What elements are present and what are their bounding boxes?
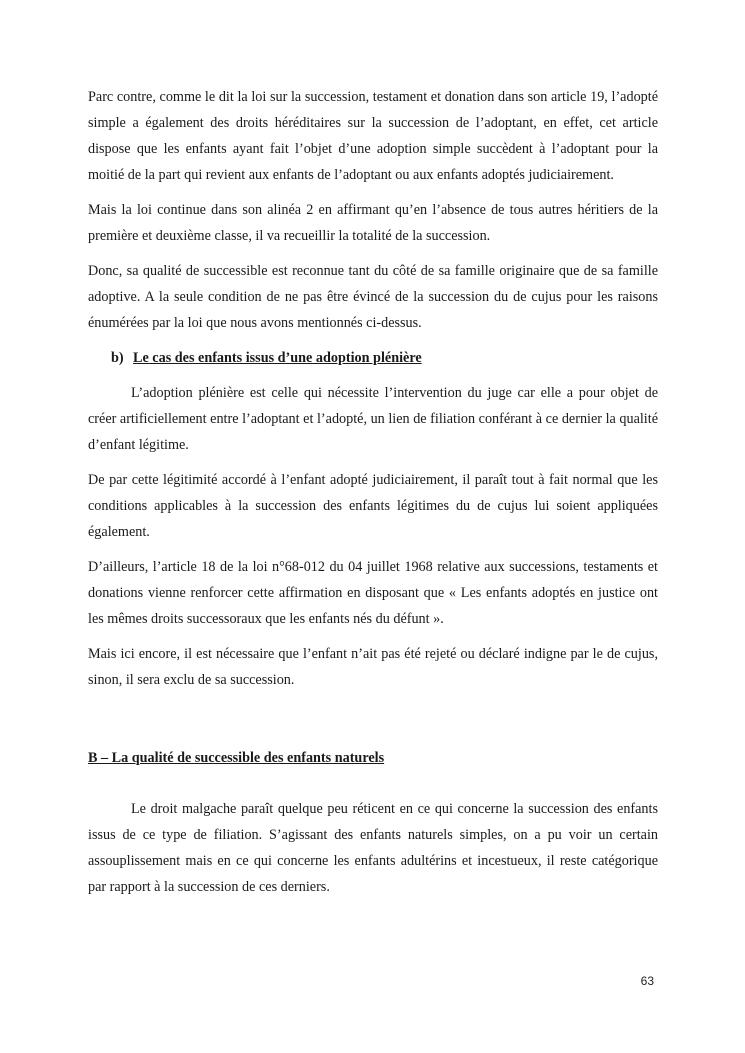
paragraph-article-18: D’ailleurs, l’article 18 de la loi n°68-012 du 04 juillet 1968 relative aux successions, testaments et donations vienne renforcer cette affirmation en disposant que « Les enfants adoptés en justice ont les mêmes droits successoraux que les enfants nés du défunt ».	[88, 559, 658, 627]
paragraph-adoption-pleniere: L’adoption plénière est celle qui nécessite l’intervention du juge car elle a pour objet de créer artificiellement entre l’adoptant et l’adopté, un lien de filiation conférant à ce dernier la qualité d’enfant légitime.	[88, 385, 658, 453]
page-number: 63	[640, 974, 654, 988]
subsection-marker: b)	[111, 350, 124, 366]
subsection-heading-b	[88, 345, 658, 371]
paragraph-adopte-simple-article-19: Parc contre, comme le dit la loi sur la succession, testament et donation dans son article 19, l’adopté simple a également des droits héréditaires sur la succession de l’adoptant, en effet, cet article dispose que les enfants ayant fait l’objet d’une adoption simple succèdent à l’adoptant pour la moitié de la part qui revient aux enfants de l’adoptant ou aux enfants adoptés judiciairement.	[88, 89, 658, 183]
paragraph-exclusion: Mais ici encore, il est nécessaire que l’enfant n’ait pas été rejeté ou déclaré indigne par le de cujus, sinon, il sera exclu de sa succession.	[88, 646, 658, 688]
paragraph-legitimite: De par cette légitimité accordé à l’enfant adopté judiciairement, il paraît tout à fait normal que les conditions applicables à la succession des enfants légitimes du de cujus lui soient appliquées également.	[88, 472, 658, 540]
section-heading-B: B – La qualité de successible des enfants naturels	[88, 750, 385, 766]
paragraph-qualite-successible: Donc, sa qualité de successible est reconnue tant du côté de sa famille originaire que de sa famille adoptive. A la seule condition de ne pas être évincé de la succession du de cujus pour les raisons énumérées par la loi que nous avons mentionnés ci-dessus.	[88, 263, 658, 331]
subsection-title: Le cas des enfants issus d’une adoption plénière	[133, 350, 422, 366]
paragraph-alinea-2: Mais la loi continue dans son alinéa 2 en affirmant qu’en l’absence de tous autres héritiers de la première et deuxième classe, il va recueillir la totalité de la succession.	[88, 202, 658, 244]
page-body	[88, 84, 658, 909]
paragraph-droit-malgache: Le droit malgache paraît quelque peu réticent en ce qui concerne la succession des enfants issus de ce type de filiation. S’agissant des enfants naturels simples, on a pu voir un certain assouplissement mais en ce qui concerne les enfants adultérins et incestueux, il reste catégorique par rapport à la succession de ces derniers.	[88, 801, 658, 895]
